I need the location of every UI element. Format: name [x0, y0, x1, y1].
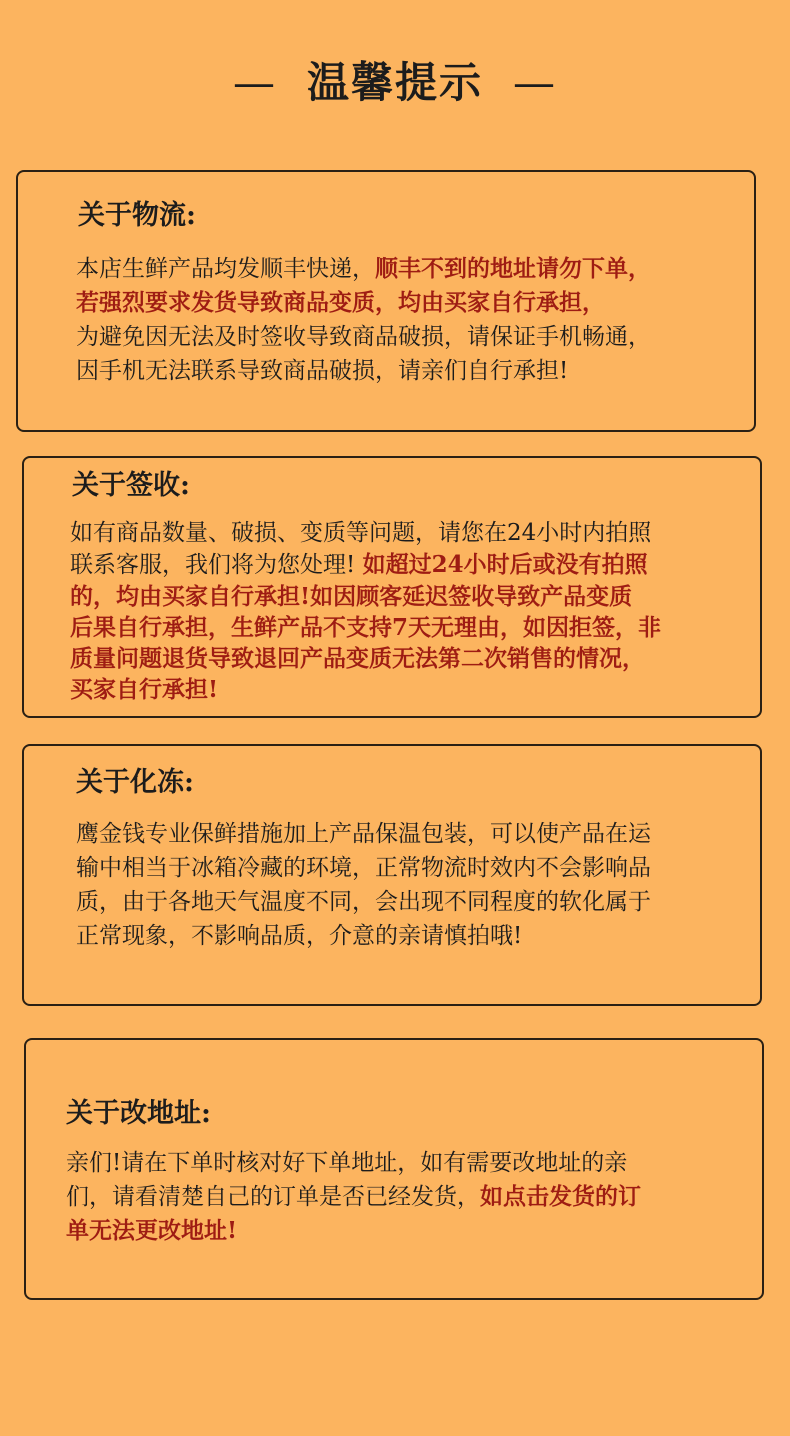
- logistics-title: 关于物流:: [78, 200, 196, 231]
- thaw-line-3: 质，由于各地天气温度不同，会出现不同程度的软化属于: [76, 889, 651, 915]
- page-title: [0, 58, 790, 108]
- receipt-title: 关于签收:: [72, 470, 190, 501]
- logistics-line-1: 本店生鲜产品均发顺丰快递，顺丰不到的地址请勿下单，: [76, 255, 651, 282]
- logistics-body: [76, 252, 651, 388]
- logistics-line-3: 为避免因无法及时签收导致商品破损，请保证手机畅通，: [76, 324, 651, 350]
- address-body: [66, 1146, 641, 1248]
- title-dash-right: —: [513, 58, 557, 107]
- title-text: 温馨提示: [306, 58, 483, 107]
- thaw-body: [76, 817, 651, 953]
- receipt-line-2: 联系客服，我们将为您处理! 如超过24小时后或没有拍照: [70, 551, 648, 578]
- thaw-line-1: 鹰金钱专业保鲜措施加上产品保温包装，可以使产品在运: [76, 821, 651, 847]
- receipt-line-3: 的，均由买家自行承担!如因顾客延迟签收导致产品变质: [70, 583, 633, 610]
- thaw-line-2: 输中相当于冰箱冷藏的环境，正常物流时效内不会影响品: [76, 855, 651, 881]
- title-dash-left: —: [232, 58, 277, 107]
- address-line-1: 亲们!请在下单时核对好下单地址，如有需要改地址的亲: [66, 1150, 628, 1176]
- receipt-line-1: 如有商品数量、破损、变质等问题，请您在24小时内拍照: [70, 520, 652, 546]
- address-title: 关于改地址:: [66, 1098, 211, 1129]
- receipt-warning-1: 如超过24小时后或没有拍照: [362, 551, 648, 578]
- address-line-2: 们，请看清楚自己的订单是否已经发货，如点击发货的订: [66, 1183, 641, 1210]
- address-line-3: 单无法更改地址!: [66, 1217, 238, 1244]
- receipt-line-4: 后果自行承担，生鲜产品不支持7天无理由，如因拒签，非: [70, 614, 662, 641]
- receipt-body: [70, 518, 661, 705]
- thaw-title: 关于化冻:: [76, 767, 194, 798]
- receipt-line-5: 质量问题退货导致退回产品变质无法第二次销售的情况，: [70, 645, 645, 672]
- receipt-line-6: 买家自行承担!: [70, 676, 219, 703]
- address-warning-1: 如点击发货的订: [480, 1183, 641, 1210]
- thaw-line-4: 正常现象，不影响品质，介意的亲请慎拍哦!: [76, 923, 523, 949]
- logistics-line-4: 因手机无法联系导致商品破损，请亲们自行承担!: [76, 358, 569, 384]
- logistics-line-2: 若强烈要求发货导致商品变质，均由买家自行承担，: [76, 289, 605, 316]
- logistics-warning-1: 顺丰不到的地址请勿下单，: [375, 255, 651, 282]
